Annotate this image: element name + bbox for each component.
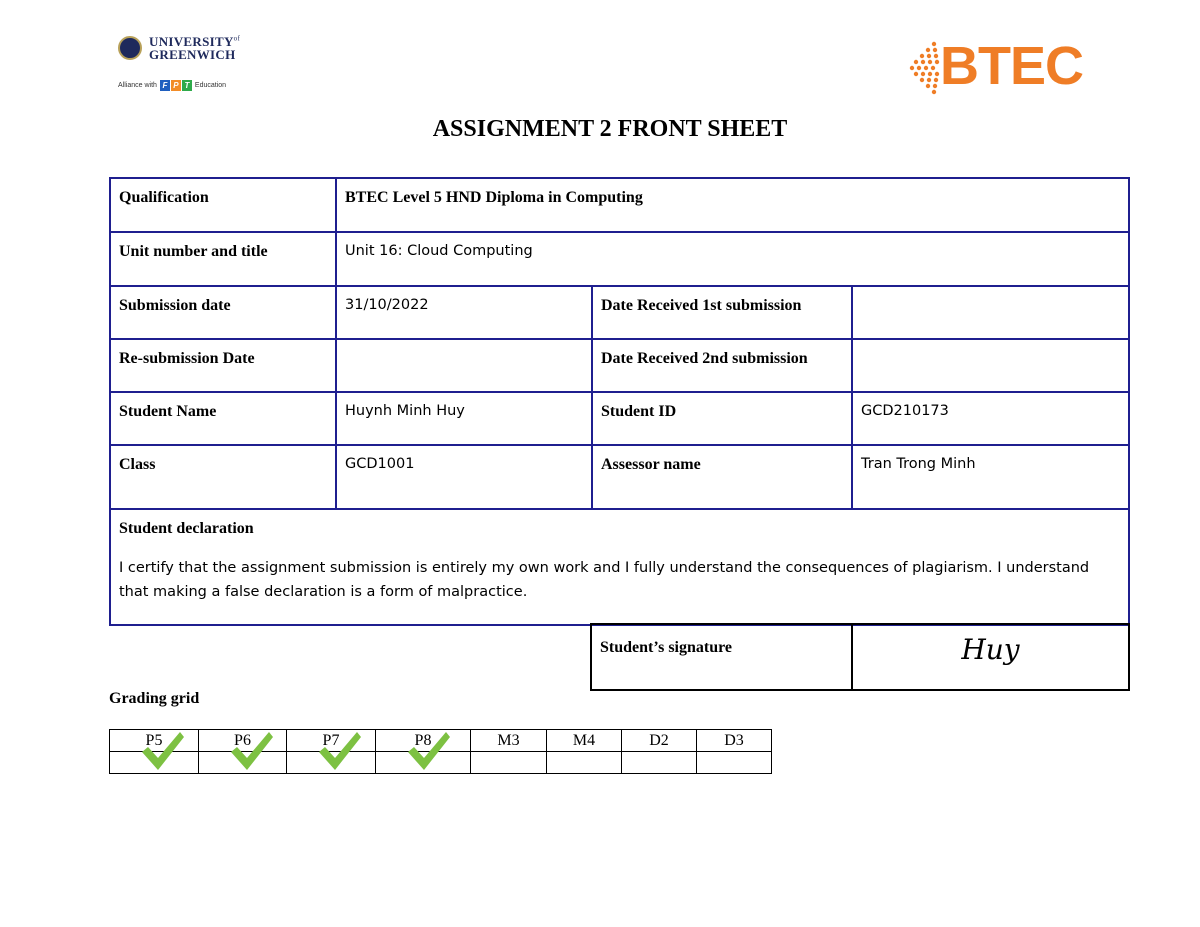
front-sheet-table <box>109 177 1130 626</box>
student-id-label: Student ID <box>592 392 852 445</box>
grading-value-row <box>110 752 772 774</box>
date-received-2-value <box>852 339 1129 392</box>
date-received-2-label: Date Received 2nd submission <box>592 339 852 392</box>
btec-wordmark: BTEC <box>940 36 1083 96</box>
row-unit <box>110 232 1129 286</box>
grade-cell-m4 <box>547 752 622 774</box>
grade-cell-p5 <box>110 752 199 774</box>
signature-table <box>590 623 1130 691</box>
declaration-title: Student declaration <box>119 520 254 537</box>
criterion-m3: M3 <box>471 730 547 752</box>
declaration-cell <box>110 509 1129 625</box>
fpt-letter-p: P <box>171 80 181 91</box>
criterion-m4: M4 <box>547 730 622 752</box>
student-signature: Huy <box>852 624 1129 690</box>
submission-date-label: Submission date <box>110 286 336 339</box>
btec-logo <box>908 36 1098 98</box>
university-of-text: of <box>233 34 241 43</box>
grading-grid-title: Grading grid <box>109 690 200 707</box>
criterion-p8: P8 <box>376 730 471 752</box>
student-id-value: GCD210173 <box>852 392 1129 445</box>
criterion-p5: P5 <box>110 730 199 752</box>
education-text: Education <box>194 82 227 89</box>
row-class <box>110 445 1129 509</box>
qualification-value: BTEC Level 5 HND Diploma in Computing <box>336 178 1129 232</box>
page-title: ASSIGNMENT 2 FRONT SHEET <box>432 116 788 142</box>
resubmission-value <box>336 339 592 392</box>
assessor-value: Tran Trong Minh <box>852 445 1129 509</box>
row-declaration <box>110 509 1129 625</box>
qualification-label: Qualification <box>110 178 336 232</box>
class-label: Class <box>110 445 336 509</box>
row-student <box>110 392 1129 445</box>
resubmission-label: Re-submission Date <box>110 339 336 392</box>
row-resubmission <box>110 339 1129 392</box>
grade-cell-p6 <box>199 752 287 774</box>
unit-label: Unit number and title <box>110 232 336 286</box>
student-name-value: Huynh Minh Huy <box>336 392 592 445</box>
assessor-label: Assessor name <box>592 445 852 509</box>
signature-label: Student’s signature <box>591 624 852 690</box>
criterion-p6: P6 <box>199 730 287 752</box>
grade-cell-m3 <box>471 752 547 774</box>
fpt-letter-t: T <box>182 80 192 91</box>
date-received-1-label: Date Received 1st submission <box>592 286 852 339</box>
university-name-line1: UNIVERSITY <box>149 34 234 49</box>
fpt-logo <box>160 80 192 91</box>
grade-cell-p7 <box>287 752 376 774</box>
criterion-p7: P7 <box>287 730 376 752</box>
submission-date-value: 31/10/2022 <box>336 286 592 339</box>
grading-grid <box>109 729 772 774</box>
btec-dots-icon <box>908 40 944 96</box>
fpt-alliance <box>118 80 226 91</box>
fpt-letter-f: F <box>160 80 170 91</box>
greenwich-crest-icon <box>118 36 142 60</box>
alliance-text: Alliance with <box>118 82 157 89</box>
date-received-1-value <box>852 286 1129 339</box>
criterion-d2: D2 <box>622 730 697 752</box>
grading-header-row <box>110 730 772 752</box>
university-name-line2: GREENWICH <box>149 47 236 62</box>
unit-value: Unit 16: Cloud Computing <box>336 232 1129 286</box>
class-value: GCD1001 <box>336 445 592 509</box>
row-qualification <box>110 178 1129 232</box>
student-name-label: Student Name <box>110 392 336 445</box>
university-of-greenwich-logo <box>118 34 248 94</box>
grade-cell-p8 <box>376 752 471 774</box>
grade-cell-d2 <box>622 752 697 774</box>
declaration-text: I certify that the assignment submission is entirely my own work and I fully understand the consequences of plagiarism. I understand that making a false declaration is a form of malpractice. <box>119 560 1090 600</box>
grade-cell-d3 <box>697 752 772 774</box>
criterion-d3: D3 <box>697 730 772 752</box>
row-submission-date <box>110 286 1129 339</box>
